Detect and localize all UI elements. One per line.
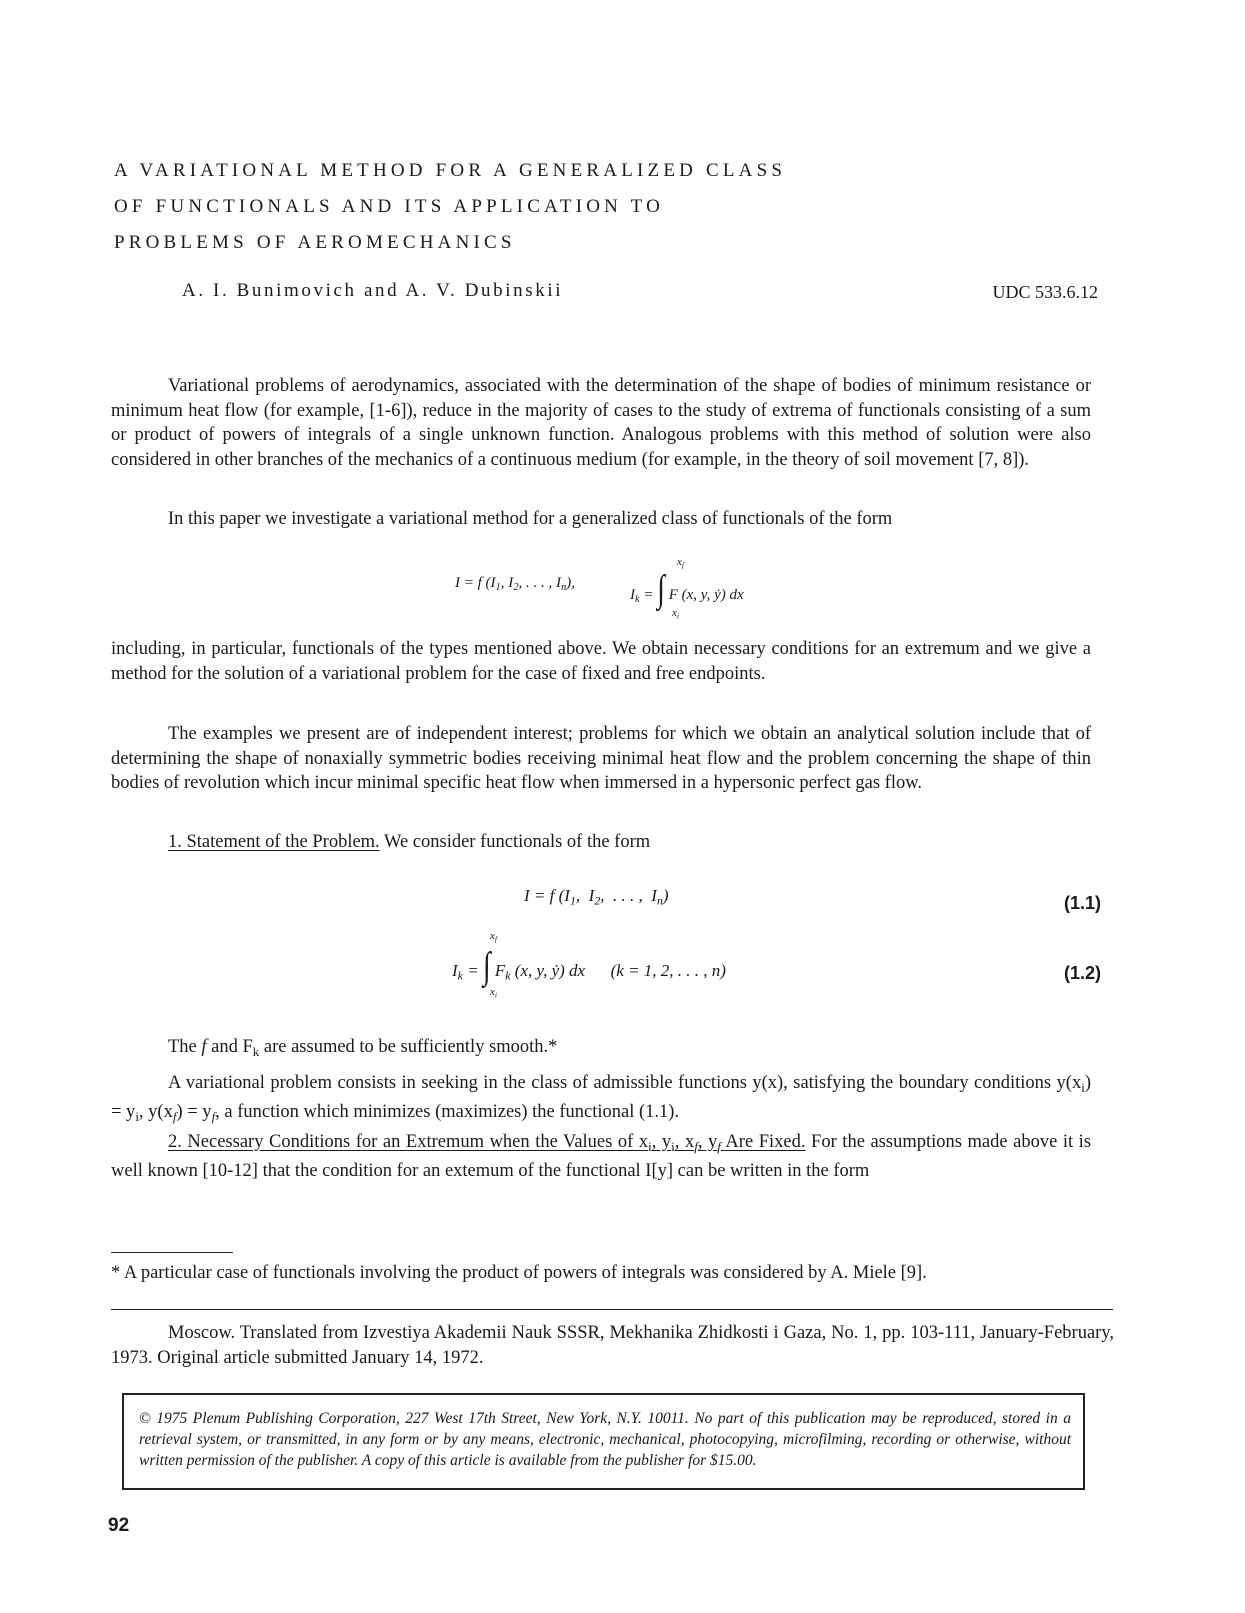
var-text-b: ) = y [111, 1073, 1091, 1123]
footnote-rule [111, 1252, 233, 1253]
paragraph-including [111, 637, 1091, 686]
udc-code: UDC 533.6.12 [992, 282, 1098, 302]
title-line-2: OF FUNCTIONALS AND ITS APPLICATION TO [114, 196, 665, 217]
equation-1-1: I = f ($I_1$, $I_2$, . . . , $I_n$) [524, 886, 669, 908]
section-2-heading-b: Are Fixed. [725, 1132, 806, 1152]
section-2-heading: 2. Necessary Conditions for an Extremum when the Values of $x_i$, $y_i$, $x_f$, $y_f$ Are Fixed. [168, 1132, 806, 1154]
var-text-a: A variational problem consists in seeking in the class of admissible functions y(x), satisfying the boundary conditions y(x [168, 1073, 1082, 1093]
authors: A. I. Bunimovich and A. V. Dubinskii [182, 280, 564, 301]
paragraph-variational: A variational problem consists in seeking in the class of admissible functions y(x), satisfying the boundary conditions $y(x_i) = y_i$, $y(x_f) = y_f$, a function which minimizes (maximizes) the functional (1.1). [111, 1073, 1091, 1125]
paragraph-intro [111, 374, 1091, 472]
paragraph-smoothness: The f and $F_k$ are assumed to be sufficiently smooth.* [168, 1037, 558, 1059]
section-2-heading-a: 2. Necessary Conditions for an Extremum when the Values of x [168, 1132, 649, 1152]
page-number: 92 [108, 1515, 130, 1536]
smooth-text-a: The [168, 1037, 197, 1057]
equation-number-1-2: (1.2) [1063, 963, 1101, 983]
equation-1-2: $x_f$ $I_k$ = ∫ $F_k$ (x, y, ẏ) dx (k = 1, 2, . . . , n) $x_i$ [452, 930, 726, 1000]
functional-definition-formula: I = f ($I_1$, $I_2$, . . . , $I_n$), [455, 575, 576, 594]
var-text-d: ) = y [176, 1102, 212, 1123]
section-1-line [111, 830, 1091, 855]
paragraph-examples [111, 722, 1091, 796]
section-1-heading: 1. Statement of the Problem. [168, 832, 380, 852]
equation-number-1-1: (1.1) [1063, 893, 1101, 913]
copyright-text: © 1975 Plenum Publishing Corporation, 227 West 17th Street, New York, N.Y. 10011. No part of this publication may be reproduced, stored in a retrieval system, or transmitted, in any form or by any means, electronic, mechanical, photocopying, microfilming, recording or otherwise, without written permission of the publisher. A copy of this article is available from the publisher for $15.00. [139, 1410, 1071, 1469]
title-line-3: PROBLEMS OF AEROMECHANICS [114, 232, 516, 253]
section-1-text: We consider functionals of the form [383, 832, 651, 852]
paragraph-intro-text: Variational problems of aerodynamics, associated with the determination of the shape of bodies of minimum resistance or minimum heat flow (for example, [1-6]), reduce in the majority of cases to the study of extrema of functionals consisting of a sum or product of powers of integrals of a single unknown function. Analogous problems with this method of solution were also considered in other branches of the mechanics of a continuous medium (for example, in the theory of soil movement [7, 8]). [111, 376, 1091, 470]
var-text-e: , a function which minimizes (maximizes) the functional (1.1). [215, 1102, 680, 1123]
footnote-separator [111, 1309, 1113, 1310]
copyright-box [122, 1393, 1085, 1490]
smooth-text-c: are assumed to be sufficiently smooth.* [263, 1037, 558, 1057]
section-2-paragraph [111, 1130, 1091, 1184]
equation-k-range: (k = 1, 2, . . . , n) [610, 961, 726, 980]
smooth-text-b: and F [211, 1037, 253, 1057]
source-note-text: Moscow. Translated from Izvestiya Akademii Nauk SSSR, Mekhanika Zhidkosti i Gaza, No. 1, pp. 103-111, January-February, 1973. Original article submitted January 14, 1972. [111, 1323, 1114, 1368]
var-text-c: , y(x [138, 1102, 173, 1123]
paragraph-including-text: including, in particular, functionals of the types mentioned above. We obtain necessary conditions for an extremum and we give a method for the solution of a variational problem for the case of fixed and free endpoints. [111, 639, 1091, 684]
integral-definition-formula: $x_f$ $I_k$ = ∫ F (x, y, ẏ) dx $x_i$ [630, 556, 744, 621]
paragraph-method-text: In this paper we investigate a variational method for a generalized class of functionals of the form [168, 509, 893, 529]
section-2-text: For the assumptions made above it is well known [10-12] that the condition for an extemum of the functional I[y] can be written in the form [111, 1132, 1092, 1182]
title-line-1: A VARIATIONAL METHOD FOR A GENERALIZED CLASS [114, 160, 787, 181]
source-note [111, 1321, 1114, 1370]
paragraph-examples-text: The examples we present are of independent interest; problems for which we obtain an analytical solution include that of determining the shape of nonaxially symmetric bodies receiving minimal heat flow and the problem concerning the shape of thin bodies of revolution which incur minimal specific heat flow when immersed in a hypersonic perfect gas flow. [111, 724, 1091, 793]
footnote: * A particular case of functionals involving the product of powers of integrals was considered by A. Miele [9]. [111, 1263, 927, 1283]
paragraph-method [111, 507, 1091, 532]
